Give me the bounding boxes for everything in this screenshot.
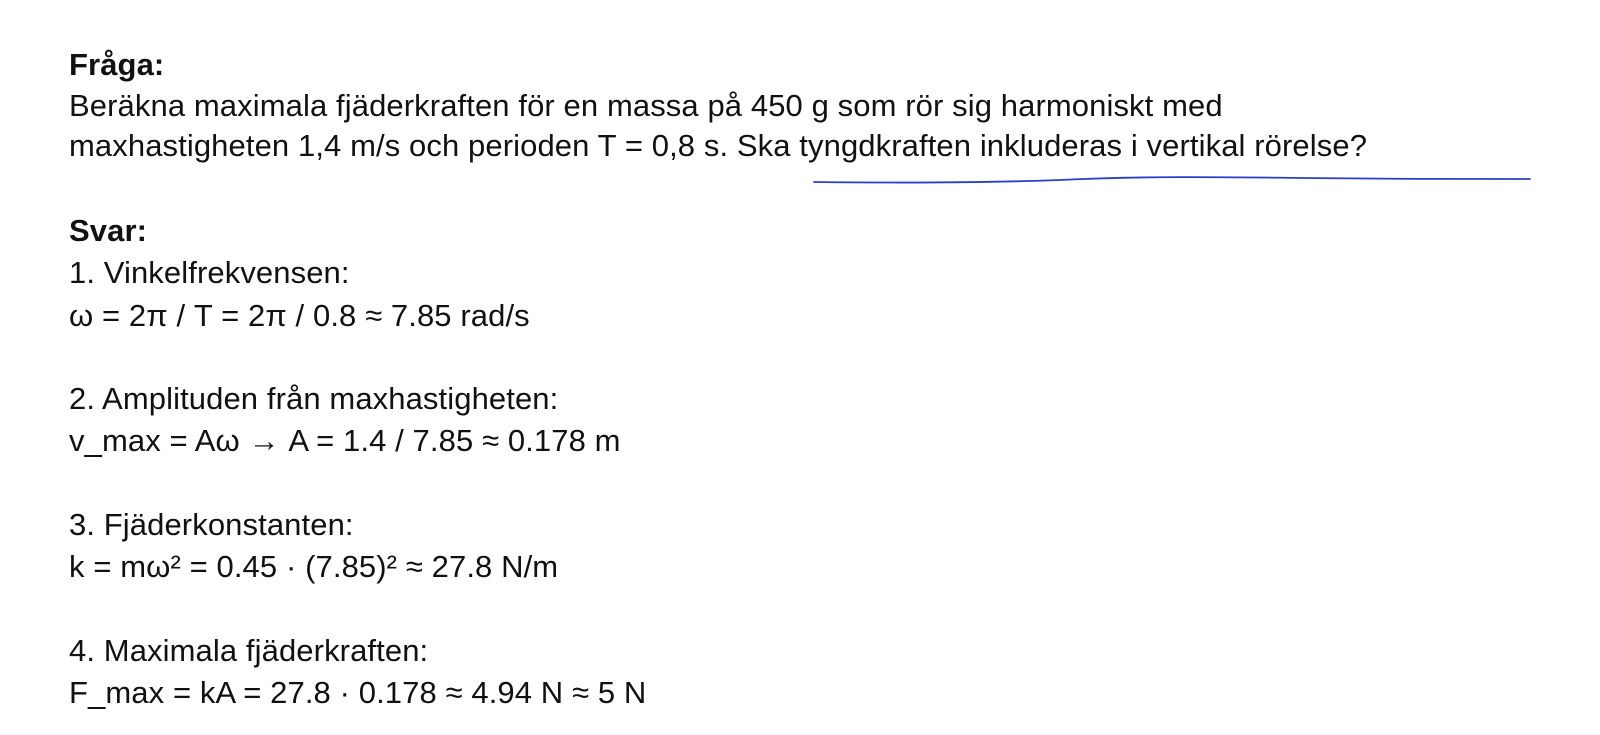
step-1-title: 1. Vinkelfrekvensen: (69, 255, 350, 290)
step-1-formula: ω = 2π / T = 2π / 0.8 ≈ 7.85 rad/s (69, 298, 530, 333)
question-text-line-1: Beräkna maximala fjäderkraften för en massa på 450 g som rör sig harmoniskt med (69, 88, 1223, 123)
step-2-title: 2. Amplituden från maxhastigheten: (69, 381, 559, 416)
question-heading: Fråga: (69, 47, 165, 82)
step-3-title: 3. Fjäderkonstanten: (69, 507, 354, 542)
answer-heading: Svar: (69, 213, 148, 248)
step-3-formula: k = mω² = 0.45 · (7.85)² ≈ 27.8 N/m (69, 549, 559, 584)
step-2-formula: v_max = Aω → A = 1.4 / 7.85 ≈ 0.178 m (69, 423, 621, 458)
question-text-line-2: maxhastigheten 1,4 m/s och perioden T = 0,8 s. Ska tyngdkraften inkluderas i vertikal rörelse? (69, 128, 1368, 163)
step-4-formula: F_max = kA = 27.8 · 0.178 ≈ 4.94 N ≈ 5 N (69, 675, 647, 710)
step-4-title: 4. Maximala fjäderkraften: (69, 633, 429, 668)
